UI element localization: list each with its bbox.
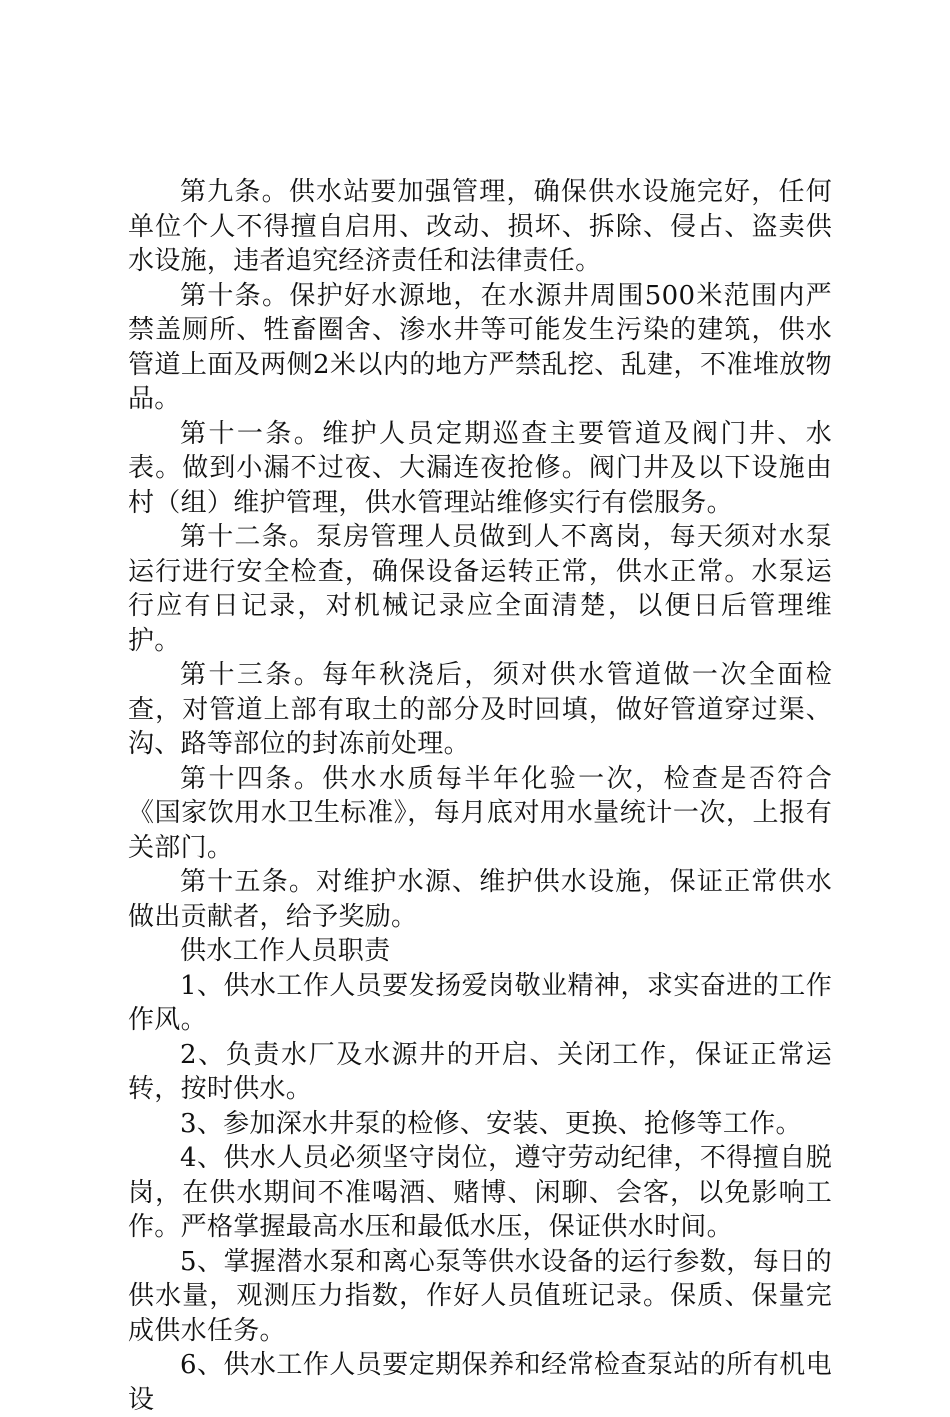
document-body [128, 175, 832, 1417]
paragraph-article-10: 第十条。保护好水源地，在水源井周围500米范围内严禁盖厕所、牲畜圈舍、渗水井等可能发生污染的建筑，供水管道上面及两侧2米以内的地方严禁乱挖、乱建，不准堆放物品。 [128, 280, 832, 414]
paragraph-article-12: 第十二条。泵房管理人员做到人不离岗，每天须对水泵运行进行安全检查，确保设备运转正常，供水正常。水泵运行应有日记录，对机械记录应全面清楚，以便日后管理维护。 [128, 522, 832, 656]
duty-item-4: 4、供水人员必须坚守岗位，遵守劳动纪律，不得擅自脱岗，在供水期间不准喝酒、赌博、闲聊、会客，以免影响工作。严格掌握最高水压和最低水压，保证供水时间。 [128, 1143, 832, 1242]
paragraph-article-11: 第十一条。维护人员定期巡查主要管道及阀门井、水表。做到小漏不过夜、大漏连夜抢修。阀门井及以下设施由村（组）维护管理，供水管理站维修实行有偿服务。 [128, 418, 832, 518]
paragraph-article-14: 第十四条。供水水质每半年化验一次，检查是否符合《国家饮用水卫生标准》，每月底对用水量统计一次，上报有关部门。 [128, 763, 832, 863]
duty-item-3: 3、参加深水井泵的检修、安装、更换、抢修等工作。 [180, 1108, 802, 1139]
section-heading-staff-duties: 供水工作人员职责 [180, 936, 391, 966]
paragraph-article-15: 第十五条。对维护水源、维护供水设施，保证正常供水做出贡献者，给予奖励。 [128, 867, 832, 932]
duty-item-2: 2、负责水厂及水源井的开启、关闭工作，保证正常运转，按时供水。 [128, 1039, 832, 1104]
paragraph-article-9: 第九条。供水站要加强管理，确保供水设施完好，任何单位个人不得擅自启用、改动、损坏、拆除、侵占、盗卖供水设施，违者追究经济责任和法律责任。 [128, 177, 832, 276]
duty-item-1: 1、供水工作人员要发扬爱岗敬业精神，求实奋进的工作作风。 [128, 970, 832, 1035]
duty-item-5: 5、掌握潜水泵和离心泵等供水设备的运行参数，每日的供水量，观测压力指数，作好人员值班记录。保质、保量完成供水任务。 [128, 1246, 832, 1346]
paragraph-article-13: 第十三条。每年秋浇后，须对供水管道做一次全面检查，对管道上部有取土的部分及时回填，做好管道穿过渠、沟、路等部位的封冻前处理。 [128, 660, 832, 759]
duty-item-6: 6、供水工作人员要定期保养和经常检查泵站的所有机电设 [128, 1350, 832, 1415]
